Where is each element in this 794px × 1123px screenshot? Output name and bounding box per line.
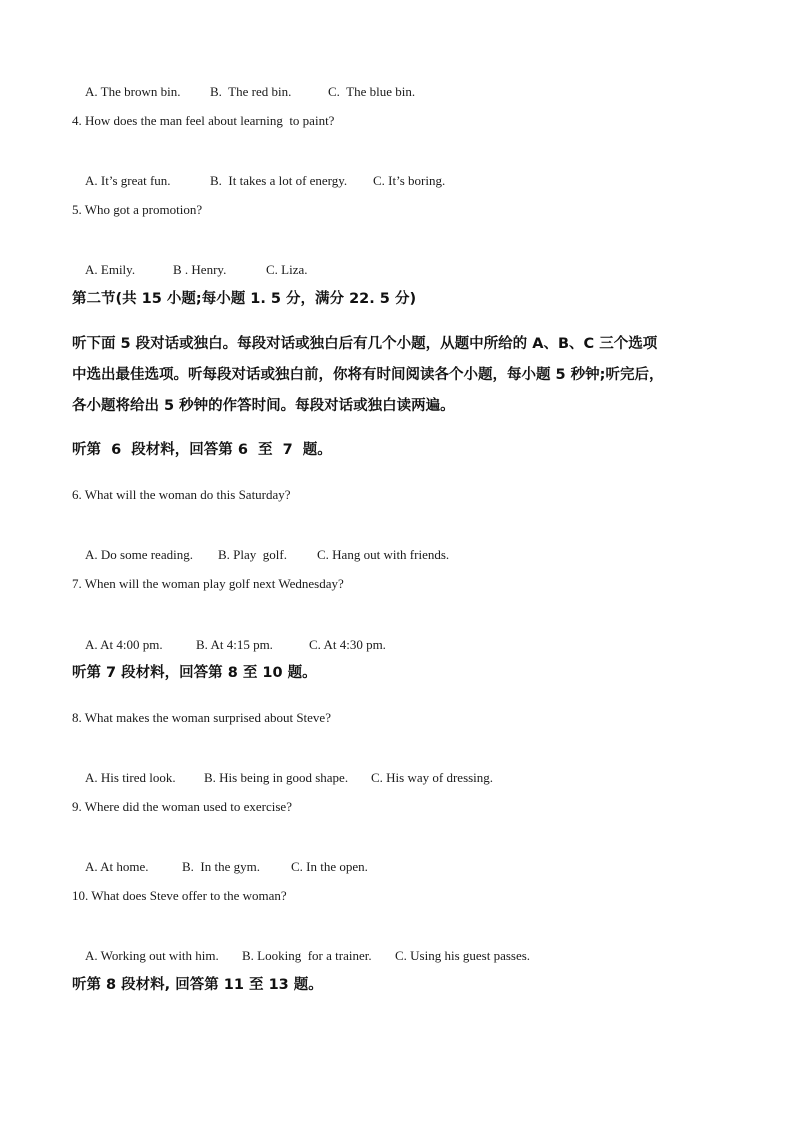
option-b: B. His being in good shape. (204, 770, 349, 785)
option-c: C. It’s boring. (373, 173, 446, 188)
q6-options (72, 531, 449, 579)
material-8-heading: 听第 8 段材料, 回答第 11 至 13 题。 (72, 977, 323, 993)
option-b: B. Looking for a trainer. (242, 948, 372, 963)
option-a: A. At home. (85, 859, 149, 874)
option-a: A. Working out with him. (85, 948, 219, 963)
question-7: 7. When will the woman play golf next Wednesday? (72, 576, 344, 591)
option-c: C. The blue bin. (328, 84, 416, 99)
option-a: A. The brown bin. (85, 84, 181, 99)
option-c: C. Liza. (266, 262, 308, 277)
option-a: A. It’s great fun. (85, 173, 171, 188)
q10-options (72, 932, 530, 980)
instruction-line-1: 听下面 5 段对话或独白。每段对话或独白后有几个小题，从题中所给的 A、B、C 三个选项 (72, 336, 658, 352)
question-10: 10. What does Steve offer to the woman? (72, 888, 287, 903)
material-7-heading: 听第 7 段材料，回答第 8 至 10 题。 (72, 665, 317, 681)
question-4: 4. How does the man feel about learning to paint? (72, 113, 335, 128)
option-a: A. Do some reading. (85, 547, 193, 562)
option-b: B. The red bin. (210, 84, 292, 99)
option-c: C. At 4:30 pm. (309, 637, 386, 652)
question-9: 9. Where did the woman used to exercise? (72, 799, 292, 814)
option-c: C. His way of dressing. (371, 770, 494, 785)
option-b: B. Play golf. (218, 547, 287, 562)
section-heading: 第二节(共 15 小题;每小题 1. 5 分，满分 22. 5 分) (72, 291, 417, 307)
option-b: B. In the gym. (182, 859, 260, 874)
q5-options (72, 246, 308, 294)
q7-options (72, 621, 386, 669)
option-b: B. At 4:15 pm. (196, 637, 273, 652)
option-a: A. Emily. (85, 262, 136, 277)
q4-options (72, 157, 445, 205)
option-c: C. Using his guest passes. (395, 948, 531, 963)
option-b: B . Henry. (173, 262, 227, 277)
q8-options (72, 754, 493, 802)
option-c: C. Hang out with friends. (317, 547, 450, 562)
question-6: 6. What will the woman do this Saturday? (72, 487, 291, 502)
option-c: C. In the open. (291, 859, 368, 874)
option-b: B. It takes a lot of energy. (210, 173, 348, 188)
question-5: 5. Who got a promotion? (72, 202, 203, 217)
instruction-line-2: 中选出最佳选项。听每段对话或独白前，你将有时间阅读各个小题，每小题 5 秒钟;听完后， (72, 367, 664, 383)
material-6-heading: 听第 6 段材料，回答第 6 至 7 题。 (72, 442, 332, 458)
instruction-line-3: 各小题将给出 5 秒钟的作答时间。每段对话或独白读两遍。 (72, 398, 455, 414)
question-8: 8. What makes the woman surprised about Steve? (72, 710, 331, 725)
option-a: A. His tired look. (85, 770, 176, 785)
q3-options (72, 68, 415, 116)
option-a: A. At 4:00 pm. (85, 637, 163, 652)
q9-options (72, 843, 368, 891)
